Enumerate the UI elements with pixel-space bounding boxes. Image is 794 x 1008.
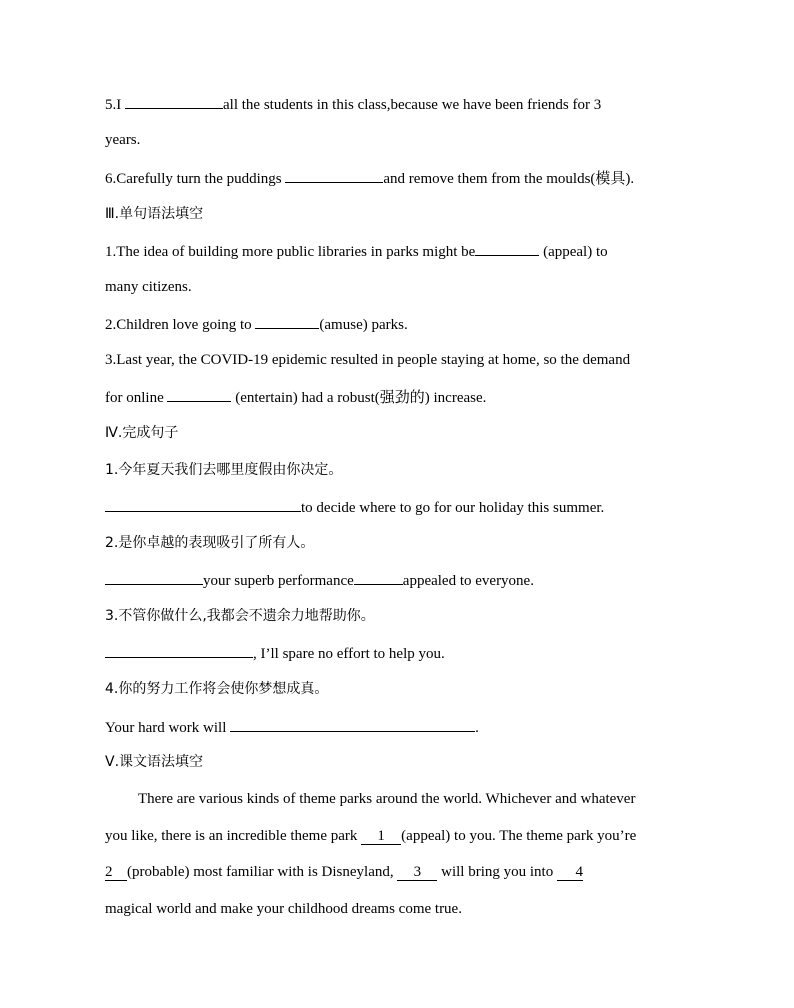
answer-blank[interactable] bbox=[125, 93, 223, 109]
q1-suffix: (appeal) to bbox=[539, 244, 608, 260]
q4-prefix: Your hard work will bbox=[105, 720, 231, 736]
blank-number-4[interactable]: 4 bbox=[557, 864, 583, 881]
section3-title: Ⅲ.单句语法填空 bbox=[105, 206, 204, 222]
q3-prefix: for online bbox=[105, 390, 168, 406]
section5-para-line3 bbox=[105, 862, 583, 882]
section5-para-line2 bbox=[105, 826, 636, 846]
q5-prefix: 5.I bbox=[105, 97, 125, 113]
answer-blank[interactable] bbox=[105, 569, 203, 585]
section4-q2-en bbox=[105, 569, 534, 591]
blank-number-1[interactable]: 1 bbox=[361, 828, 401, 845]
section4-q4-zh: 4.你的努力工作将会使你梦想成真。 bbox=[105, 681, 329, 697]
section4-q3-en bbox=[105, 642, 445, 664]
answer-blank[interactable] bbox=[475, 240, 539, 256]
q2-prefix: 2.Children love going to bbox=[105, 317, 256, 333]
section3-q1-line1 bbox=[105, 240, 608, 262]
section3-q3-line2 bbox=[105, 386, 486, 408]
section4-q2-zh: 2.是你卓越的表现吸引了所有人。 bbox=[105, 535, 315, 551]
q6-prefix: 6.Carefully turn the puddings bbox=[105, 171, 286, 187]
para-text: you like, there is an incredible theme park bbox=[105, 828, 362, 844]
section3-q1-line2: many citizens. bbox=[105, 279, 192, 295]
q1-suffix: to decide where to go for our holiday this summer. bbox=[301, 500, 605, 516]
section3-q3-line1: 3.Last year, the COVID-19 epidemic resulted in people staying at home, so the demand bbox=[105, 352, 631, 368]
section2-q5-line1 bbox=[105, 93, 601, 115]
para-text: (appeal) to you. The theme park you’re bbox=[401, 828, 637, 844]
para-text: will bring you into bbox=[437, 864, 557, 880]
section2-q5-line2: years. bbox=[105, 132, 141, 148]
section5-title: Ⅴ.课文语法填空 bbox=[105, 754, 204, 770]
section2-q6 bbox=[105, 167, 634, 189]
q2-suffix: appealed to everyone. bbox=[402, 573, 534, 589]
q3-suffix: (entertain) had a robust(强劲的) increase. bbox=[231, 390, 487, 406]
section4-q3-zh: 3.不管你做什么,我都会不遗余力地帮助你。 bbox=[105, 608, 375, 624]
answer-blank[interactable] bbox=[105, 642, 253, 658]
q3-suffix: , I’ll spare no effort to help you. bbox=[253, 646, 445, 662]
q4-suffix: . bbox=[475, 720, 479, 736]
answer-blank[interactable] bbox=[105, 496, 301, 512]
section5-para-line4: magical world and make your childhood dreams come true. bbox=[105, 901, 462, 917]
answer-blank[interactable] bbox=[167, 386, 231, 402]
q2-suffix: (amuse) parks. bbox=[319, 317, 408, 333]
q5-suffix: all the students in this class,because we have been friends for 3 bbox=[223, 97, 602, 113]
section3-q2 bbox=[105, 313, 408, 335]
section4-q1-zh: 1.今年夏天我们去哪里度假由你决定。 bbox=[105, 462, 343, 478]
section4-q4-en bbox=[105, 716, 479, 738]
section5-para-line1: There are various kinds of theme parks around the world. Whichever and whatever bbox=[138, 791, 636, 807]
para-text: (probable) most familiar with is Disneyland, bbox=[127, 864, 398, 880]
blank-number-2[interactable]: 2 bbox=[105, 864, 127, 881]
answer-blank[interactable] bbox=[230, 716, 475, 732]
answer-blank[interactable] bbox=[285, 167, 383, 183]
section4-title: Ⅳ.完成句子 bbox=[105, 425, 179, 441]
answer-blank[interactable] bbox=[354, 569, 403, 585]
q6-suffix: and remove them from the moulds(模具). bbox=[383, 171, 635, 187]
blank-number-3[interactable]: 3 bbox=[397, 864, 437, 881]
q1-prefix: 1.The idea of building more public libraries in parks might be bbox=[105, 244, 476, 260]
answer-blank[interactable] bbox=[255, 313, 319, 329]
q2-middle: your superb performance bbox=[203, 573, 354, 589]
section4-q1-en bbox=[105, 496, 604, 518]
